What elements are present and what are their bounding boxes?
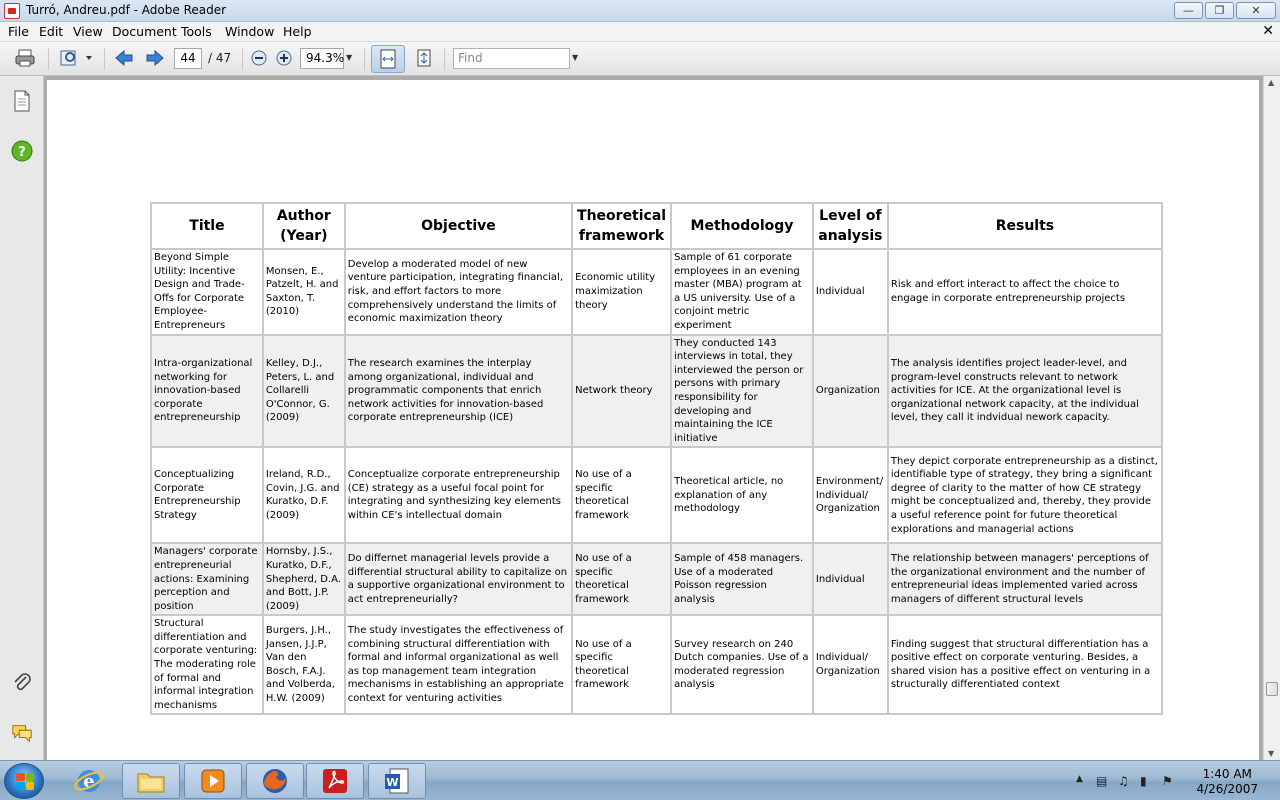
action-center-flag-icon[interactable]: ⚑	[1162, 774, 1173, 788]
menu-view[interactable]: View	[73, 24, 103, 39]
window-controls	[1174, 2, 1276, 19]
title-bar	[0, 0, 1280, 22]
menu-document[interactable]: Document	[112, 24, 177, 39]
cell-title: Managers' corporate entrepreneurial actions: Examining perception and position	[151, 543, 263, 615]
zoom-out-icon[interactable]	[248, 48, 270, 68]
cell-level: Individual	[813, 543, 888, 615]
cell-level: Individual/ Organization	[813, 615, 888, 714]
header-author: Author (Year)	[263, 203, 345, 249]
wireless-signal-icon[interactable]: ▮	[1140, 774, 1147, 788]
cell-title: Intra-organizational networking for innovation-based corporate entrepreneurship	[151, 335, 263, 448]
header-level: Level of analysis	[813, 203, 888, 249]
cell-methodology: Sample of 458 managers. Use of a moderated Poisson regression analysis	[671, 543, 813, 615]
table-row	[151, 447, 1162, 543]
cell-framework: No use of a specific theoretical framework	[572, 615, 671, 714]
header-results: Results	[888, 203, 1162, 249]
clock-time: 1:40 AM	[1202, 767, 1252, 781]
scroll-up-icon[interactable]: ▲	[1268, 78, 1275, 87]
menu-file[interactable]: File	[8, 24, 29, 39]
svg-text:?: ?	[18, 145, 26, 160]
scroll-down-icon[interactable]: ▼	[1268, 749, 1275, 758]
cell-objective: The research examines the interplay among organizational, individual and programmatic components that enrich network activities for innovation-based corporate entrepreneurship (ICE)	[345, 335, 572, 448]
menu-edit[interactable]: Edit	[39, 24, 64, 39]
header-framework: Theoretical framework	[572, 203, 671, 249]
cell-objective: Conceptualize corporate entrepreneurship (CE) strategy as a useful focal point for integrating and synthesizing key elements within CE's intellectual domain	[345, 447, 572, 543]
start-button[interactable]	[4, 763, 44, 799]
toolbar-separator	[364, 48, 365, 70]
cell-methodology: They conducted 143 interviews in total, they interviewed the person or persons with primary responsibility for developing and maintaining the ICE initiative	[671, 335, 813, 448]
cell-methodology: Survey research on 240 Dutch companies. Use of a moderated regression analysis	[671, 615, 813, 714]
cell-author: Kelley, D.J., Peters, L. and Collarelli O'Connor, G. (2009)	[263, 335, 345, 448]
toolbar	[0, 42, 1280, 76]
pdf-page	[47, 80, 1259, 760]
svg-text:e: e	[83, 771, 95, 792]
cell-results: They depict corporate entrepreneurship as a distinct, identifiable type of strategy, they bring a significant degree of clarity to the matter of how CE strategy might be conceptualized and, thereby, they provide a useful reference point for future theoretical explorations and managerial actions	[888, 447, 1162, 543]
cell-methodology: Sample of 61 corporate employees in an evening master (MBA) program at a US university. Use of a conjoint metric experiment	[671, 249, 813, 335]
table-row	[151, 615, 1162, 714]
cell-level: Organization	[813, 335, 888, 448]
document-viewport[interactable]	[45, 76, 1263, 760]
cell-title: Conceptualizing Corporate Entrepreneurship Strategy	[151, 447, 263, 543]
chevron-down-icon[interactable]: ▼	[346, 53, 353, 62]
comments-icon[interactable]	[11, 722, 33, 744]
table-row	[151, 335, 1162, 448]
cell-title: Beyond Simple Utility: Incentive Design and Trade-Offs for Corporate Employee-Entrepreneurs	[151, 249, 263, 335]
cell-results: The relationship between managers' perceptions of the organizational environment and the number of entrepreneurial ideas implemented varied across managers of different structural levels	[888, 543, 1162, 615]
system-clock[interactable]	[1196, 767, 1258, 797]
header-title: Title	[151, 203, 263, 249]
minimize-button[interactable]	[1174, 2, 1203, 19]
show-hidden-icons-icon[interactable]: ▲	[1076, 774, 1083, 784]
table-row	[151, 249, 1162, 335]
toolbar-separator	[242, 48, 243, 70]
svg-text:W: W	[386, 776, 399, 789]
close-button[interactable]	[1236, 2, 1276, 19]
header-methodology: Methodology	[671, 203, 813, 249]
cell-level: Individual	[813, 249, 888, 335]
menu-tools[interactable]: Tools	[181, 24, 212, 39]
header-objective: Objective	[345, 203, 572, 249]
adobe-reader-taskbar-icon[interactable]	[306, 763, 364, 799]
zoom-level-select[interactable]: 94.3%	[300, 48, 344, 69]
volume-icon[interactable]: ♫	[1118, 774, 1129, 788]
page-navigation-icon[interactable]	[58, 48, 94, 68]
internet-explorer-icon[interactable]	[60, 763, 118, 799]
menu-bar	[0, 22, 1280, 42]
firefox-icon[interactable]	[246, 763, 304, 799]
chevron-down-icon[interactable]: ▼	[572, 53, 579, 62]
page-number-input[interactable]: 44	[174, 48, 202, 69]
cell-title: Structural differentiation and corporate venturing: The moderating role of formal and informal integration mechanisms	[151, 615, 263, 714]
document-close-icon[interactable]: ✕	[1262, 23, 1274, 39]
next-page-icon[interactable]	[144, 48, 166, 68]
system-tray	[1070, 761, 1280, 800]
cell-objective: The study investigates the effectiveness of combining structural differentiation with formal and informal organizational as well as top management team integration mechanisms in establishing an appropriate context for venturing activities	[345, 615, 572, 714]
fit-page-icon[interactable]	[413, 48, 435, 68]
cell-results: The analysis identifies project leader-level, and program-level constructs relevant to network activities for ICE. At the organizational level is organizational network capacity, at the individual level, they call it indvidual nework capacity.	[888, 335, 1162, 448]
cell-author: Hornsby, J.S., Kuratko, D.F., Shepherd, D.A. and Bott, J.P. (2009)	[263, 543, 345, 615]
vertical-scrollbar[interactable]	[1263, 76, 1280, 760]
scrollbar-thumb[interactable]	[1266, 682, 1278, 696]
cell-framework: Economic utility maximization theory	[572, 249, 671, 335]
cell-framework: Network theory	[572, 335, 671, 448]
network-device-icon[interactable]: ▤	[1096, 774, 1108, 788]
cell-author: Monsen, E., Patzelt, H. and Saxton, T. (2010)	[263, 249, 345, 335]
menu-window[interactable]: Window	[225, 24, 275, 39]
windows-logo-icon	[16, 773, 34, 790]
find-input[interactable]: Find	[453, 48, 570, 69]
restore-button[interactable]	[1205, 2, 1234, 19]
cell-results: Finding suggest that structural differentiation has a positive effect on corporate venturing. Besides, a shared vision has a positive effect on venturing in a structurally differentiated context	[888, 615, 1162, 714]
navigation-panel	[0, 76, 44, 760]
media-player-icon[interactable]	[184, 763, 242, 799]
cell-framework: No use of a specific theoretical framework	[572, 543, 671, 615]
clock-date: 4/26/2007	[1196, 782, 1258, 796]
minimize-icon: —	[1183, 4, 1194, 17]
cell-results: Risk and effort interact to affect the choice to engage in corporate entrepreneurship projects	[888, 249, 1162, 335]
help-icon[interactable]	[11, 140, 33, 162]
window-title: Turró, Andreu.pdf - Adobe Reader	[26, 3, 227, 17]
menu-help[interactable]: Help	[283, 24, 312, 39]
previous-page-icon[interactable]	[113, 48, 135, 68]
microsoft-word-icon[interactable]	[368, 763, 426, 799]
fit-width-button[interactable]	[371, 45, 405, 73]
close-icon: ✕	[1251, 4, 1261, 17]
taskbar	[0, 760, 1280, 800]
toolbar-separator	[48, 48, 49, 70]
page-total: / 47	[208, 51, 232, 65]
print-icon[interactable]	[14, 48, 36, 68]
windows-explorer-icon[interactable]	[122, 763, 180, 799]
cell-objective: Do differnet managerial levels provide a differential structural ability to capitalize on a supportive organizational environment to act entrepreneurially?	[345, 543, 572, 615]
toolbar-separator	[104, 48, 105, 70]
restore-icon: ❐	[1214, 4, 1225, 17]
cell-objective: Develop a moderated model of new venture participation, integrating financial, risk, and effort factors to more comprehensively understand the limits of economic maximization theory	[345, 249, 572, 335]
cell-level: Environment/ Individual/ Organization	[813, 447, 888, 543]
cell-author: Burgers, J.H., Jansen, J.J.P, Van den Bosch, F.A.J. and Volberda, H.W. (2009)	[263, 615, 345, 714]
table-header-row	[151, 203, 1162, 249]
cell-author: Ireland, R.D., Covin, J.G. and Kuratko, D.F. (2009)	[263, 447, 345, 543]
toolbar-separator	[444, 48, 445, 70]
pages-icon[interactable]	[11, 90, 33, 112]
adobe-reader-icon	[4, 3, 20, 19]
cell-methodology: Theoretical article, no explanation of any methodology	[671, 447, 813, 543]
table-row	[151, 543, 1162, 615]
attachments-icon[interactable]	[11, 672, 33, 694]
literature-review-table	[150, 202, 1163, 715]
zoom-in-icon[interactable]	[273, 48, 295, 68]
cell-framework: No use of a specific theoretical framework	[572, 447, 671, 543]
